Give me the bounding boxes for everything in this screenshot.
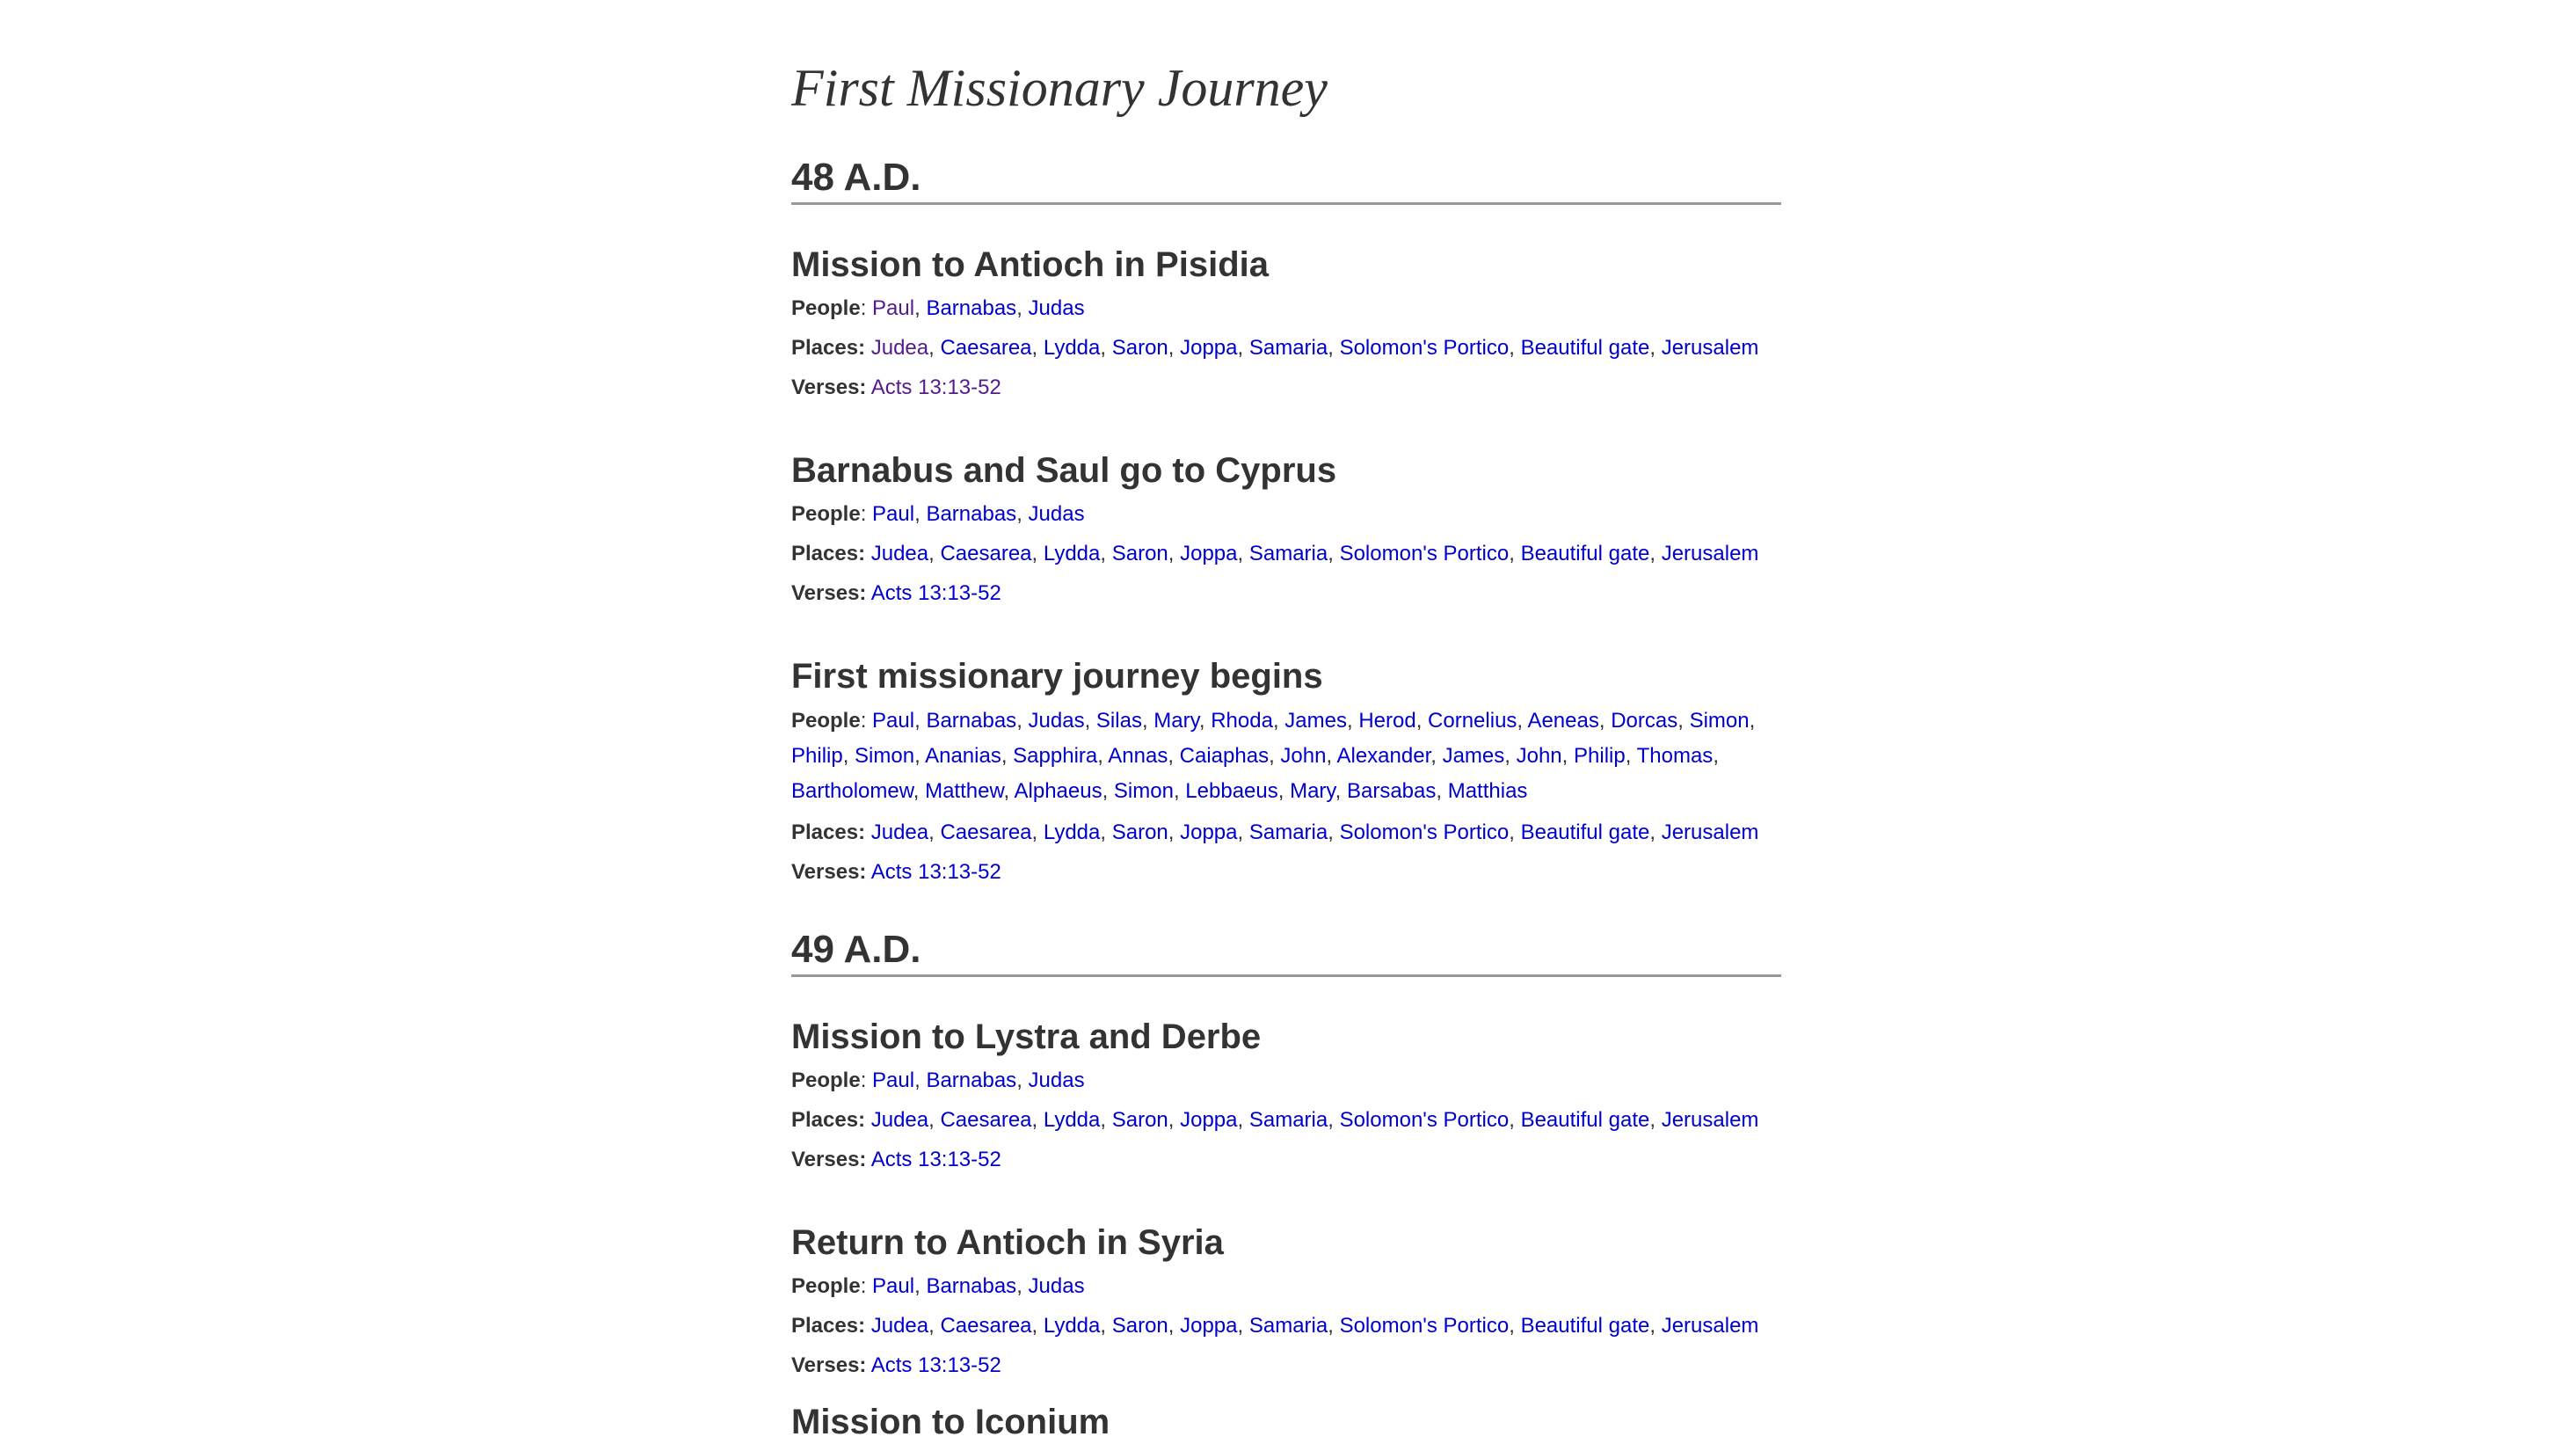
place-link[interactable]: Lydda [1043,1314,1101,1338]
places-label: Places: [791,542,866,565]
person-link[interactable]: Silas [1095,709,1142,733]
verses-row [791,371,1781,404]
person-link[interactable]: Cornelius [1428,709,1517,733]
year-heading-49: 49 A.D. [791,927,1781,977]
list-separator: , [1084,709,1096,733]
people-label: People [791,709,861,733]
list-separator: , [1677,709,1690,733]
people-label: People [791,502,861,526]
place-link[interactable]: Solomon's Portico [1339,336,1510,360]
list-separator: , [1335,779,1347,803]
list-separator: , [1237,820,1249,844]
event-title: Mission to Lystra and Derbe [791,1017,1262,1056]
list-separator: , [1016,1274,1029,1298]
place-link[interactable]: Beautiful gate [1520,542,1650,565]
place-link[interactable]: Judea [870,542,929,565]
person-link[interactable]: James [1442,744,1505,768]
place-link[interactable]: Saron [1111,542,1168,565]
people-row [791,498,1781,530]
places-row [791,1309,1781,1342]
place-link[interactable]: Beautiful gate [1520,336,1650,360]
place-link[interactable]: Judea [870,1314,929,1338]
label-colon: : [860,1068,867,1092]
people-label: People [791,1274,861,1298]
list-separator: , [1003,779,1015,803]
place-link[interactable]: Joppa [1180,820,1238,844]
list-separator: , [1198,709,1212,733]
person-link[interactable]: Judas [1028,1274,1085,1298]
person-link[interactable]: Caiaphas [1179,744,1270,768]
people-row [791,1064,1781,1097]
place-link[interactable]: Joppa [1180,542,1238,565]
verses-label: Verses: [791,1353,867,1377]
event-mission-lystra-derbe [791,1015,1781,1183]
person-link[interactable]: Simon [1689,709,1750,733]
list-separator: , [1168,542,1181,565]
list-separator: , [1001,744,1014,768]
place-link[interactable]: Samaria [1248,336,1328,360]
list-separator: , [1031,820,1044,844]
person-link[interactable]: Alexander [1336,744,1431,768]
place-link[interactable]: Jerusalem [1661,542,1759,565]
list-separator: , [1415,709,1429,733]
list-separator: , [1100,336,1112,360]
place-link[interactable]: Solomon's Portico [1339,820,1510,844]
list-separator: , [1328,1108,1340,1132]
list-separator: , [913,779,926,803]
person-link[interactable]: Alphaeus [1014,779,1102,803]
places-row [791,816,1781,849]
list-separator: , [1237,542,1249,565]
place-link[interactable]: Judea [870,336,929,360]
list-separator: , [1168,744,1180,768]
list-separator: , [1100,820,1112,844]
person-link[interactable]: Paul [872,1274,915,1298]
place-link[interactable]: Solomon's Portico [1339,1314,1510,1338]
verses-label: Verses: [791,581,867,605]
place-link[interactable]: Solomon's Portico [1339,1108,1510,1132]
list-separator: , [1031,1108,1044,1132]
person-link[interactable]: John [1516,744,1562,768]
list-separator: , [1168,336,1181,360]
person-link[interactable]: Paul [872,502,915,526]
list-separator: , [1509,336,1521,360]
place-link[interactable]: Beautiful gate [1520,820,1650,844]
place-link[interactable]: Caesarea [940,1314,1032,1338]
list-separator: , [1749,709,1756,733]
list-separator: , [1016,296,1029,320]
list-separator: , [914,709,927,733]
list-separator: , [1100,542,1112,565]
person-link[interactable]: James [1284,709,1347,733]
list-separator: , [1031,336,1044,360]
verses-row [791,1349,1781,1382]
list-separator: , [1649,1108,1662,1132]
label-colon: : [860,502,867,526]
list-separator: , [1031,1314,1044,1338]
list-separator: , [1561,744,1574,768]
place-link[interactable]: Saron [1111,820,1168,844]
place-link[interactable]: Jerusalem [1661,1108,1759,1132]
event-barnabus-saul-cyprus [791,449,1781,616]
person-link[interactable]: Philip [1574,744,1626,768]
list-separator: , [928,820,941,844]
label-colon: : [860,296,867,320]
list-separator: , [1097,744,1109,768]
list-separator: , [1346,709,1359,733]
list-separator: , [928,336,941,360]
place-link[interactable]: Samaria [1248,820,1328,844]
person-link[interactable]: Judas [1028,502,1085,526]
verses-label: Verses: [791,376,867,399]
list-separator: , [1237,336,1249,360]
person-link[interactable]: Paul [872,296,915,320]
list-separator: , [1016,709,1029,733]
place-link[interactable]: Caesarea [940,336,1032,360]
people-row [791,704,1781,809]
list-separator: , [1031,542,1044,565]
person-link[interactable]: Barnabas [926,502,1017,526]
verses-label: Verses: [791,1148,867,1171]
person-link[interactable]: Judas [1028,709,1085,733]
event-title: Return to Antioch in Syria [791,1223,1224,1262]
list-separator: , [928,1314,941,1338]
person-link[interactable]: Simon [1113,779,1174,803]
event-mission-antioch-pisidia [791,243,1781,411]
places-label: Places: [791,336,866,360]
list-separator: , [914,1274,927,1298]
place-link[interactable]: Judea [870,1108,929,1132]
people-label: People [791,296,861,320]
list-separator: , [1509,820,1521,844]
list-separator: , [1649,542,1662,565]
event-title: Mission to Antioch in Pisidia [791,245,1269,284]
year-heading-48: 48 A.D. [791,155,1781,205]
list-separator: , [1328,1314,1340,1338]
list-separator: , [914,502,927,526]
person-link[interactable]: Lebbaeus [1185,779,1278,803]
list-separator: , [1173,779,1186,803]
person-link[interactable]: Dorcas [1611,709,1678,733]
list-separator: , [928,1108,941,1132]
list-separator: , [842,744,855,768]
person-link[interactable]: Matthew [925,779,1004,803]
event-return-antioch-syria [791,1221,1781,1389]
page-title: First Missionary Journey [791,59,1328,117]
person-link[interactable]: Barnabas [926,1274,1017,1298]
place-link[interactable]: Saron [1111,1314,1168,1338]
place-link[interactable]: Lydda [1043,336,1101,360]
place-link[interactable]: Lydda [1043,542,1101,565]
places-label: Places: [791,820,866,844]
place-link[interactable]: Jerusalem [1661,820,1759,844]
place-link[interactable]: Solomon's Portico [1339,542,1510,565]
list-separator: , [1504,744,1517,768]
list-separator: , [1168,820,1181,844]
list-separator: , [1100,1108,1112,1132]
places-label: Places: [791,1108,866,1132]
verses-row [791,577,1781,609]
place-link[interactable]: Joppa [1180,1108,1238,1132]
place-link[interactable]: Caesarea [940,820,1032,844]
list-separator: , [1016,1068,1029,1092]
people-label: People [791,1068,861,1092]
place-link[interactable]: Samaria [1248,1108,1328,1132]
verse-link[interactable]: Acts 13:13-52 [870,860,1001,884]
place-link[interactable]: Saron [1111,1108,1168,1132]
verses-label: Verses: [791,860,867,884]
place-link[interactable]: Beautiful gate [1520,1108,1650,1132]
person-link[interactable]: Thomas [1636,744,1714,768]
place-link[interactable]: Lydda [1043,1108,1101,1132]
person-link[interactable]: Annas [1108,744,1168,768]
places-row [791,537,1781,570]
list-separator: , [928,542,941,565]
verse-link[interactable]: Acts 13:13-52 [870,1148,1001,1171]
person-link[interactable]: Mary [1290,779,1335,803]
list-separator: , [1649,1314,1662,1338]
list-separator: , [1713,744,1719,768]
person-link[interactable]: Mary [1153,709,1199,733]
person-link[interactable]: Aeneas [1527,709,1599,733]
places-label: Places: [791,1314,866,1338]
list-separator: , [1517,709,1528,733]
list-separator: , [914,296,927,320]
places-row [791,332,1781,364]
list-separator: , [1237,1108,1249,1132]
person-link[interactable]: Judas [1028,296,1085,320]
verse-link[interactable]: Acts 13:13-52 [870,376,1001,399]
place-link[interactable]: Judea [870,820,929,844]
person-link[interactable]: Barnabas [926,1068,1017,1092]
list-separator: , [1598,709,1612,733]
list-separator: , [1649,336,1662,360]
list-separator: , [1436,779,1448,803]
person-link[interactable]: Simon [855,744,915,768]
list-separator: , [1430,744,1443,768]
person-link[interactable]: Judas [1028,1068,1085,1092]
person-link[interactable]: Philip [791,744,843,768]
list-separator: , [1649,820,1662,844]
verses-row [791,856,1781,888]
place-link[interactable]: Joppa [1180,1314,1238,1338]
place-link[interactable]: Lydda [1043,820,1101,844]
place-link[interactable]: Jerusalem [1661,1314,1759,1338]
place-link[interactable]: Samaria [1248,542,1328,565]
label-colon: : [860,709,867,733]
person-link[interactable]: Bartholomew [791,779,913,803]
list-separator: , [1168,1314,1181,1338]
person-link[interactable]: Matthias [1447,779,1528,803]
list-separator: , [1100,1314,1112,1338]
event-title-partial: Mission to Iconium [791,1403,1110,1441]
people-row [791,292,1781,325]
person-link[interactable]: Paul [872,1068,915,1092]
list-separator: , [914,1068,927,1092]
list-separator: , [1509,1108,1521,1132]
list-separator: , [1277,779,1291,803]
list-separator: , [1328,542,1340,565]
place-link[interactable]: Caesarea [940,1108,1032,1132]
list-separator: , [1237,1314,1249,1338]
list-separator: , [1269,744,1281,768]
person-link[interactable]: Sapphira [1013,744,1098,768]
person-link[interactable]: Ananias [925,744,1001,768]
event-first-journey-begins [791,654,1781,895]
place-link[interactable]: Saron [1111,336,1168,360]
person-link[interactable]: Barnabas [926,296,1017,320]
list-separator: , [1168,1108,1181,1132]
person-link[interactable]: Barsabas [1346,779,1437,803]
label-colon: : [860,1274,867,1298]
person-link[interactable]: Paul [872,709,915,733]
place-link[interactable]: Samaria [1248,1314,1328,1338]
place-link[interactable]: Jerusalem [1661,336,1759,360]
person-link[interactable]: Barnabas [926,709,1017,733]
list-separator: , [1509,1314,1521,1338]
place-link[interactable]: Joppa [1180,336,1238,360]
verse-link[interactable]: Acts 13:13-52 [870,1353,1001,1377]
list-separator: , [1509,542,1521,565]
event-title: Barnabus and Saul go to Cyprus [791,451,1337,490]
list-separator: , [914,744,926,768]
place-link[interactable]: Beautiful gate [1520,1314,1650,1338]
list-separator: , [1328,820,1340,844]
list-separator: , [1272,709,1285,733]
list-separator: , [1141,709,1154,733]
event-title: First missionary journey begins [791,657,1323,696]
list-separator: , [1326,744,1337,768]
list-separator: , [1102,779,1114,803]
verses-row [791,1143,1781,1176]
list-separator: , [1016,502,1029,526]
list-separator: , [1328,336,1340,360]
places-row [791,1104,1781,1136]
person-link[interactable]: John [1280,744,1327,768]
list-separator: , [1625,744,1637,768]
verse-link[interactable]: Acts 13:13-52 [870,581,1001,605]
person-link[interactable]: Herod [1358,709,1416,733]
people-row [791,1270,1781,1302]
person-link[interactable]: Rhoda [1211,709,1273,733]
place-link[interactable]: Caesarea [940,542,1032,565]
